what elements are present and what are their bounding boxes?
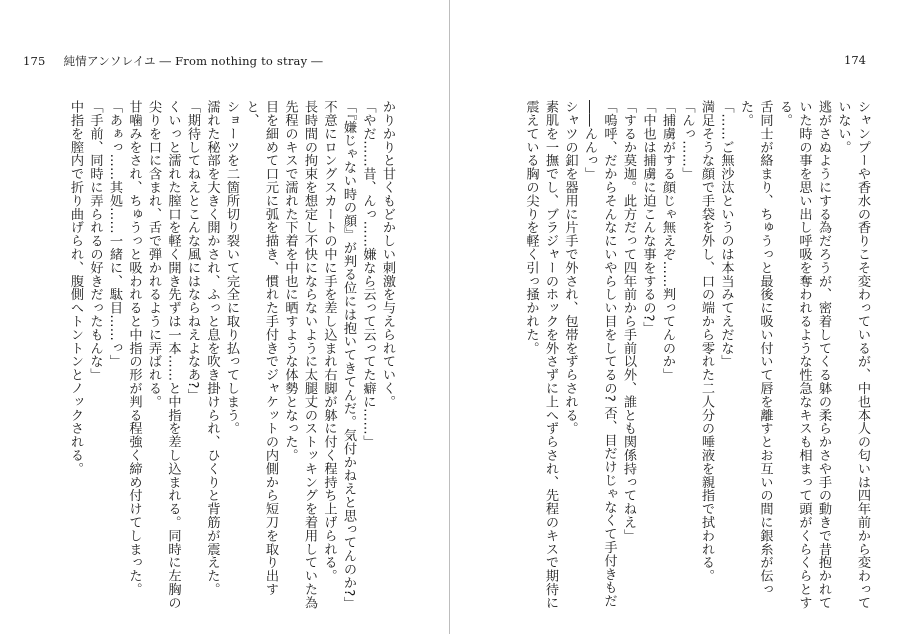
text-line: いない。 bbox=[835, 100, 851, 154]
text-line: シャツの釦を器用に片手で外され、包帯をずらされる。 bbox=[562, 100, 578, 435]
left-page-header bbox=[23, 53, 323, 69]
text-line: 「するか莫迦。此方だって四年前から手前以外、誰とも関係持ってねえ」 bbox=[621, 100, 636, 543]
text-line: 「中也は捕虜に迫こんな事をするの?」 bbox=[640, 100, 656, 335]
text-line: 目を細めて口元に弧を描き、慣れた手付きでジャケットの内側から短刀を取り出すと、 bbox=[243, 100, 278, 596]
text-line: 舌同士が絡まり、ちゅうっと最後に吸い付いて唇を離すとお互いの間に銀糸が伝った。 bbox=[738, 100, 773, 596]
text-line: 先程のキスで濡れた下着を中也に晒すような体勢となった。 bbox=[282, 100, 298, 462]
text-line: くいっと濡れた膣口を軽く開き先ずは一本……と中指を差し込まれる。同時に左胸の bbox=[165, 100, 181, 610]
text-line: ショーツを二箇所切り裂いて完全に取り払ってしまう。 bbox=[224, 100, 239, 435]
left-page-number: 175 bbox=[23, 54, 46, 68]
text-line: 長時間の拘束を想定し不快にならないように太腿丈のストッキングを着用していた為 bbox=[302, 100, 317, 610]
text-line: 「嗚呼、だからそんなにいやらしい目をしてるの? 否、目だけじゃなくて手付きもだ bbox=[601, 100, 617, 608]
text-line: 逃がさぬようにする為だろうが、密着してくる躰の柔らかさや手の動きで昔抱かれて bbox=[816, 100, 831, 610]
text-line: 尖りを口に含まれ、舌で弾かれるように弄ばれる。 bbox=[146, 100, 161, 409]
text-line: 不意にロングスカートの中に手を差し込まれ右脚が躰に付く程持ち上げられる。 bbox=[321, 100, 337, 583]
text-line: 震えている胸の尖りを軽く引っ掻かれた。 bbox=[523, 100, 539, 355]
text-line: 「期待してねえとこんな風にはならねえよなあ?」 bbox=[185, 100, 200, 402]
right-page-number: 174 bbox=[844, 53, 866, 67]
text-line: 「あぁっ……其処……一緒に、駄目……っ」 bbox=[107, 100, 122, 368]
right-page-body bbox=[523, 100, 872, 620]
text-line: 「やだ……昔、んっ……嫌なら云って云ってた癖に……」 bbox=[360, 100, 376, 449]
text-line: かりかりと甘くもどかしい刺激を与えられていく。 bbox=[380, 100, 395, 409]
text-line: いた時の事を思い出し呼吸を奪われるような性急なキスも相まって頭がくらくらとする。 bbox=[777, 100, 812, 610]
text-line: 「『嫌じゃない時の顔』が判る位には抱いてきてんだ。気付かねえと思ってんのか?」 bbox=[341, 100, 356, 610]
text-line: 「捕虜がする顔じゃ無えぞ……判ってんのか」 bbox=[660, 100, 675, 382]
text-line: 素肌を一撫でし、ブラジャーのホックを外さずに上へずらされ、先程のキスで期待に bbox=[543, 100, 558, 610]
text-line: 「手前、同時に弄られるの好きだったもんな」 bbox=[87, 100, 103, 382]
text-line: 濡れた秘部を大きく開かされ、ふっと息を吹き掛けられ、ひくりと背筋が震えた。 bbox=[204, 100, 220, 596]
text-line: ――んんっ」 bbox=[582, 100, 597, 181]
text-line: 「んっ……」 bbox=[679, 100, 695, 181]
left-page-body bbox=[37, 100, 397, 620]
text-line: 満足そうな顔で手袋を外し、口の端から零れた二人分の唾液を親指で拭われる。 bbox=[699, 100, 714, 583]
text-line: 甘噛みをされ、ちゅうっと吸われると中指の形が判る程強く締め付けてしまった。 bbox=[126, 100, 142, 596]
text-line: シャンプーや香水の香りこそ変わっているが、中也本人の匂いは四年前から変わって bbox=[855, 100, 870, 610]
right-page bbox=[450, 0, 900, 634]
running-title: 純情アンソレイユ ― From nothing to stray ― bbox=[63, 54, 323, 68]
text-line: 中指を膣内で折り曲げられ、腹側へトントンとノックされる。 bbox=[68, 100, 83, 476]
text-line: 「……ご無沙汰というのは本当みてえだな」 bbox=[718, 100, 734, 368]
